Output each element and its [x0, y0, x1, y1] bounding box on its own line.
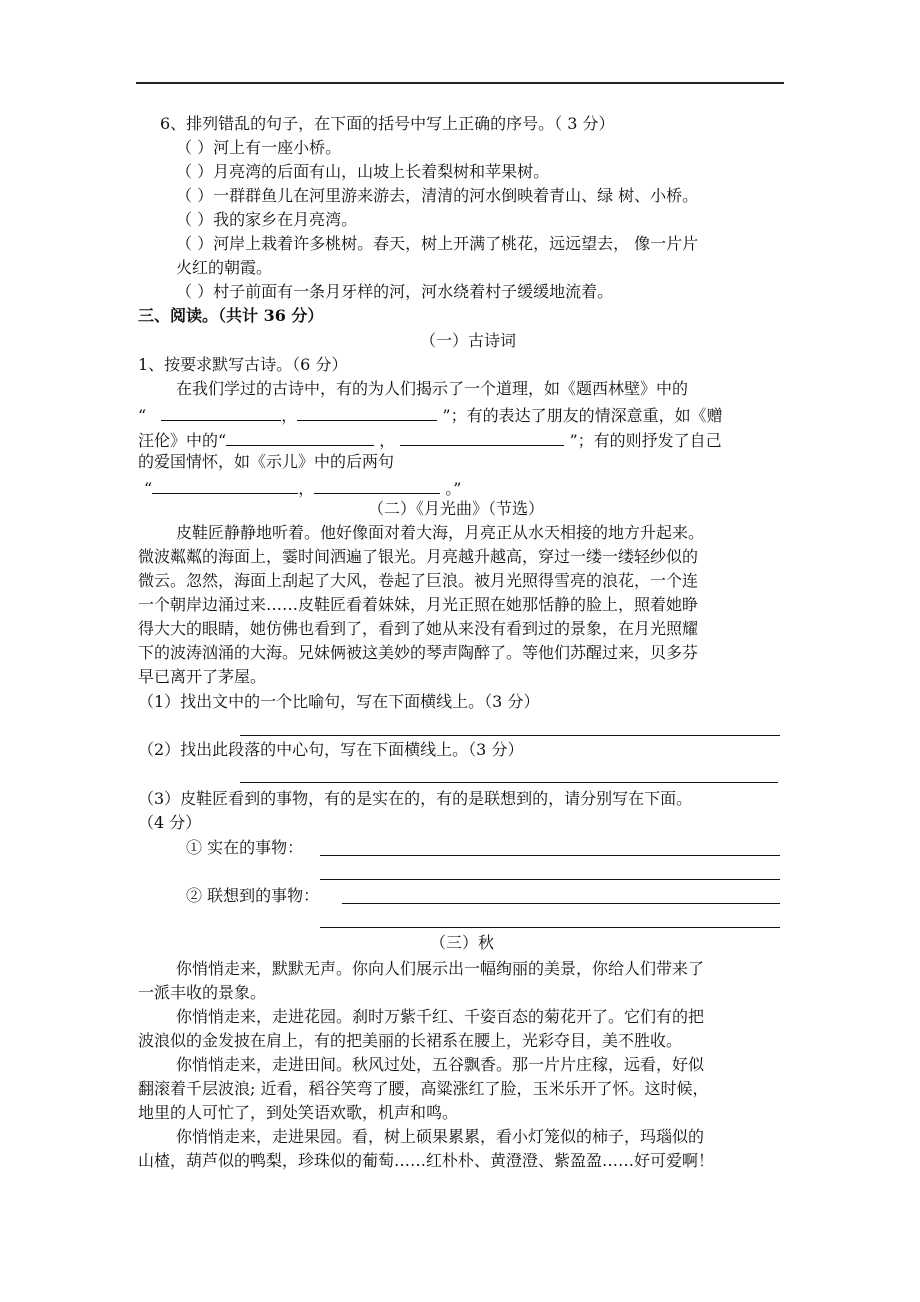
imagined-things-label: ② 联想到的事物：	[186, 886, 320, 905]
poem-line3-lead: 汪伦》中的“	[138, 431, 227, 450]
answer-blank-4[interactable]	[400, 427, 564, 446]
passage2-line: 下的波涛汹涌的大海。兄妹俩被这美妙的琴声陶醉了。等他们苏醒过来，贝多芬	[138, 643, 699, 662]
poem-question-line4: 的爱国情怀，如《示儿》中的后两句	[138, 452, 395, 471]
passage3-line: 波浪似的金发披在肩上，有的把美丽的长裙系在腰上，光彩夺目，美不胜收。	[138, 1031, 683, 1050]
answer-blank-5[interactable]	[152, 475, 298, 494]
answer-blank-6[interactable]	[314, 475, 440, 494]
passage2-line: 早已离开了茅屋。	[138, 667, 267, 686]
part3-title: （三）秋	[430, 933, 495, 952]
section3-heading: 三、阅读。（共计 36 分）	[138, 306, 324, 325]
quote-open: “	[138, 406, 147, 425]
comma: ，	[281, 406, 298, 425]
answer-blank-3[interactable]	[226, 427, 374, 446]
answer-blank-2[interactable]	[297, 402, 437, 421]
answer-line-imagined-1[interactable]	[342, 903, 780, 904]
poem-question-line2	[138, 402, 723, 427]
passage2-line: 得大大的眼睛，她仿佛也看到了，看到了她从来没有看到过的景象，在月光照耀	[138, 619, 699, 638]
passage3-line: 你悄悄走来，默默无声。你向人们展示出一幅绚丽的美景，你给人们带来了	[176, 959, 705, 978]
passage3-line: 山楂，葫芦似的鸭梨，珍珠似的葡萄……红朴朴、黄澄澄、紫盈盈……好可爱啊！	[138, 1151, 715, 1170]
comma: ，	[379, 431, 396, 450]
passage3-line: 你悄悄走来，走进田间。秋风过处，五谷飘香。那一片片庄稼，远看，好似	[176, 1055, 705, 1074]
q6-item-5: （ ）河岸上栽着许多桃树。春天，树上开满了桃花，远远望去， 像一片片	[176, 234, 699, 253]
q6-item-6: （ ）村子前面有一条月牙样的河，河水绕着村子缓缓地流着。	[176, 282, 614, 301]
answer-line-q2[interactable]	[240, 782, 778, 783]
passage3-line: 翻滚着千层波浪; 近看，稻谷笑弯了腰，高粱涨红了脸，玉米乐开了怀。这时候，	[138, 1079, 709, 1098]
passage2-line: 微云。忽然，海面上刮起了大风，卷起了巨浪。被月光照得雪亮的浪花，一个连	[138, 571, 699, 590]
answer-line-real-1[interactable]	[320, 855, 780, 856]
part2-question-1: （1）找出文中的一个比喻句，写在下面横线上。（3 分）	[138, 692, 540, 711]
part2-question-3-score: （4 分）	[138, 813, 202, 832]
comma: ，	[298, 479, 315, 498]
top-rule	[136, 82, 784, 84]
passage2-line: 一个朝岸边涌过来……皮鞋匠看着妹妹，月光正照在她那恬静的脸上，照着她睁	[138, 595, 699, 614]
passage2-line: 皮鞋匠静静地听着。他好像面对着大海，月亮正从水天相接的地方升起来。	[176, 523, 705, 542]
poem-question-line5	[144, 475, 461, 500]
passage3-line: 你悄悄走来，走进花园。刹时万紫千红、千姿百态的菊花开了。它们有的把	[176, 1007, 705, 1026]
poem-line3-text: ”；有的则抒发了自己	[569, 431, 722, 450]
part1-title: （一）古诗词	[420, 331, 517, 350]
q6-item-1: （ ）河上有一座小桥。	[176, 138, 342, 157]
q6-title: 6、排列错乱的句子，在下面的括号中写上正确的序号。（ 3 分）	[160, 114, 615, 133]
poem-question-line3	[138, 427, 722, 452]
q6-item-4: （ ）我的家乡在月亮湾。	[176, 210, 358, 229]
quote-open: “	[144, 479, 153, 498]
poem-line2-text: ”；有的表达了朋友的情深意重，如《赠	[442, 406, 723, 425]
poem-question-title: 1、按要求默写古诗。（6 分）	[138, 355, 348, 374]
answer-line-imagined-2[interactable]	[320, 927, 780, 928]
part2-title: （二）《月光曲》（节选）	[368, 499, 545, 518]
part2-question-3: （3）皮鞋匠看到的事物，有的是实在的，有的是联想到的，请分别写在下面。	[138, 789, 693, 808]
q6-item-5-cont: 火红的朝霞。	[176, 258, 273, 277]
q6-item-2: （ ）月亮湾的后面有山，山坡上长着梨树和苹果树。	[176, 162, 550, 181]
passage3-line: 你悄悄走来，走进果园。看，树上硕果累累，看小灯笼似的柿子，玛瑙似的	[176, 1127, 705, 1146]
q6-item-3: （ ）一群群鱼儿在河里游来游去，清清的河水倒映着青山、绿 树、小桥。	[176, 186, 699, 205]
answer-line-q1[interactable]	[240, 735, 780, 736]
answer-blank-1[interactable]	[161, 402, 281, 421]
answer-line-real-2[interactable]	[320, 879, 780, 880]
passage3-line: 一派丰收的景象。	[138, 983, 267, 1002]
quote-close: 。”	[445, 479, 462, 498]
passage3-line: 地里的人可忙了，到处笑语欢歌，机声和鸣。	[138, 1103, 459, 1122]
poem-question-line1: 在我们学过的古诗中，有的为人们揭示了一个道理，如《题西林壁》中的	[176, 379, 689, 398]
part2-question-2: （2）找出此段落的中心句，写在下面横线上。（3 分）	[138, 740, 524, 759]
passage2-line: 微波粼粼的海面上，霎时间洒遍了银光。月亮越升越高，穿过一缕一缕轻纱似的	[138, 547, 699, 566]
real-things-label: ① 实在的事物：	[186, 838, 304, 857]
